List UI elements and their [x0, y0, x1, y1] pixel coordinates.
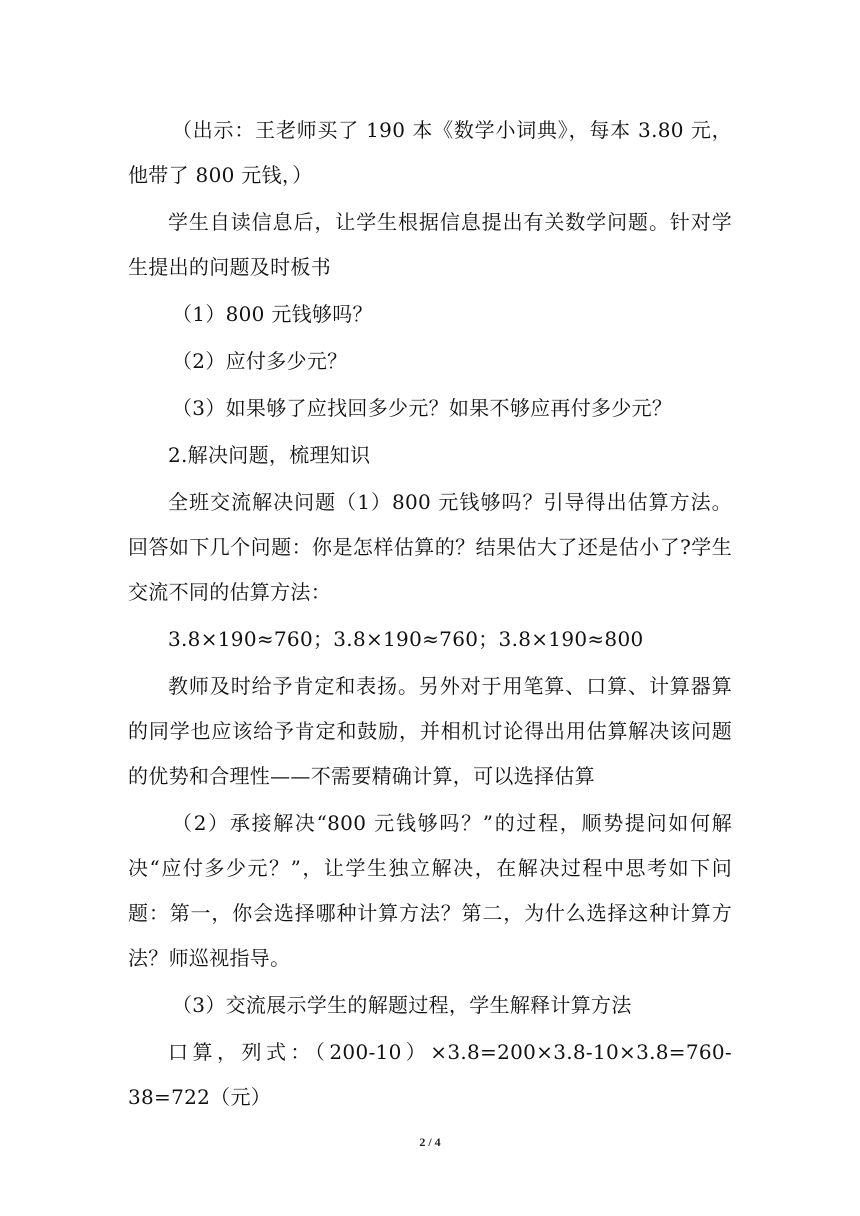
document-body [128, 108, 732, 1122]
paragraph-class-discussion: 全班交流解决问题（1）800 元钱够吗？引导得出估算方法。回答如下几个问题：你是怎样估算的？结果估大了还是估小了?学生交流不同的估算方法： [128, 490, 732, 604]
paragraph-question-1: （1）800 元钱够吗？ [172, 302, 373, 326]
paragraph-step-3: （3）交流展示学生的解题过程，学生解释计算方法 [172, 993, 632, 1017]
section-heading-solve-problems: 2.解决问题，梳理知识 [168, 443, 371, 467]
paragraph-mental-calculation: 口算，列式：（200-10）×3.8=200×3.8-10×3.8=760-38=722（元） [128, 1040, 732, 1109]
paragraph-step-2: （2）承接解决“800 元钱够吗？”的过程，顺势提问如何解决“应付多少元？”，让学生独立解决，在解决过程中思考如下问题：第一，你会选择哪种计算方法？第二，为什么选择这种计算方法？师巡视指导。 [128, 811, 732, 970]
page-number: 2 / 4 [419, 1135, 441, 1149]
paragraph-question-2: （2）应付多少元？ [172, 349, 348, 373]
paragraph-question-3: （3）如果够了应找回多少元？如果不够应再付多少元？ [172, 396, 673, 420]
paragraph-estimation-formulas: 3.8×190≈760；3.8×190≈760；3.8×190≈800 [168, 627, 644, 651]
paragraph-problem-display: （出示：王老师买了 190 本《数学小词典》，每本 3.80 元，他带了 800 元钱，） [128, 118, 732, 187]
paragraph-teacher-praise: 教师及时给予肯定和表扬。另外对于用笔算、口算、计算器算的同学也应该给予肯定和鼓励，并相机讨论得出用估算解决该问题的优势和合理性——不需要精确计算，可以选择估算 [128, 674, 732, 788]
paragraph-student-questions: 学生自读信息后，让学生根据信息提出有关数学问题。针对学生提出的问题及时板书 [128, 210, 732, 279]
